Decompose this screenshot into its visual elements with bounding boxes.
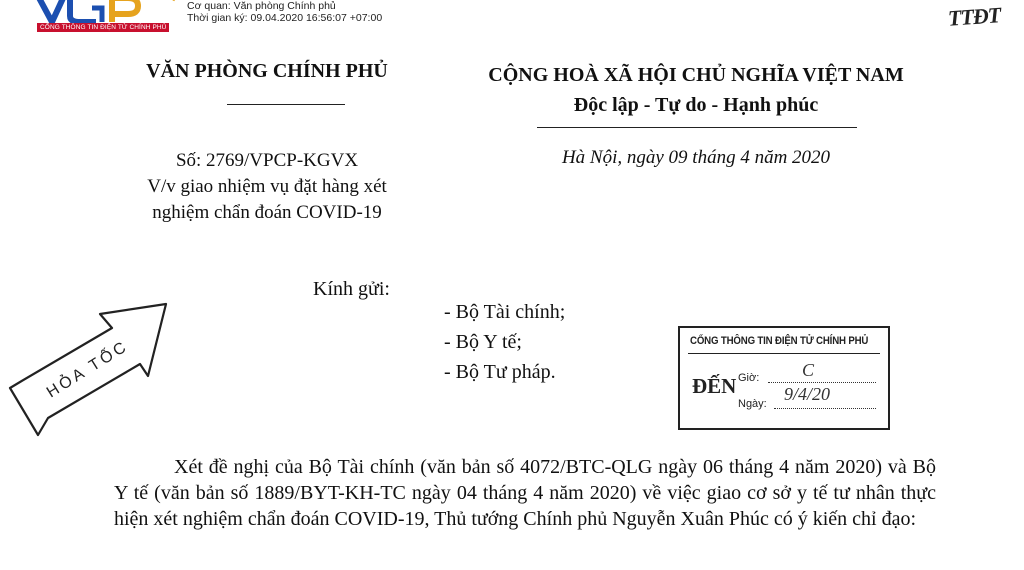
received-stamp-arrived: ĐẾN	[692, 374, 737, 398]
urgent-stamp-text: HỎA TỐC	[43, 337, 132, 402]
body-paragraph-text: Xét đề nghị của Bộ Tài chính (văn bản số 4072/BTC-QLG ngày 06 tháng 4 năm 2020) và Bộ Y tế (văn bản số 1889/BYT-KH-TC ngày 04 tháng 4 năm 2020) về việc giao cơ sở y tế tư nhân thực hiện xét nghiệm chẩn đoán COVID-19, Thủ tướng Chính phủ Nguyễn Xuân Phúc có ý kiến chỉ đạo:	[114, 456, 936, 530]
received-stamp-date-value: 9/4/20	[784, 384, 831, 404]
received-stamp-date-row	[738, 384, 880, 412]
received-stamp	[678, 326, 890, 430]
vgp-logo-mark	[30, 0, 180, 24]
document-number: Số: 2769/VPCP-KGVX	[175, 150, 359, 171]
document-date: Hà Nội, ngày 09 tháng 4 năm 2020	[561, 147, 831, 168]
office-underline	[227, 104, 345, 105]
recipient-ministry-of-health: - Bộ Y tế;	[444, 331, 522, 353]
motto-underline	[537, 127, 857, 128]
recipient-ministry-of-finance: - Bộ Tài chính;	[444, 301, 566, 323]
vgp-logo-banner: CỔNG THÔNG TIN ĐIỆN TỬ CHÍNH PHỦ	[37, 23, 169, 32]
urgent-arrow-stamp	[0, 298, 175, 438]
recipient-ministry-of-justice: - Bộ Tư pháp.	[444, 361, 556, 383]
received-stamp-hour-value: C	[802, 360, 815, 380]
received-stamp-hour-line	[768, 368, 876, 383]
received-stamp-date-label: Ngày:	[738, 398, 767, 410]
national-motto: Độc lập - Tự do - Hạnh phúc	[573, 94, 819, 116]
body-paragraph	[114, 454, 936, 532]
signature-agency: Cơ quan: Văn phòng Chính phủ	[187, 0, 336, 12]
document-subject-line2: nghiệm chẩn đoán COVID-19	[152, 202, 382, 223]
national-header	[446, 60, 946, 120]
nation-name: CỘNG HOÀ XÃ HỘI CHỦ NGHĨA VIỆT NAM	[488, 64, 904, 86]
addressee-label: Kính gửi:	[313, 278, 390, 300]
issuing-office	[122, 60, 412, 83]
document-reference	[120, 148, 414, 226]
received-stamp-divider	[688, 353, 880, 354]
digital-signature-info	[187, 0, 382, 24]
document-subject-line1: V/v giao nhiệm vụ đặt hàng xét	[147, 176, 387, 197]
handwritten-initials: TTĐT	[947, 2, 1001, 31]
received-stamp-hour-label: Giờ:	[738, 372, 760, 384]
received-stamp-title: CỔNG THÔNG TIN ĐIỆN TỬ CHÍNH PHỦ	[690, 335, 869, 347]
signature-time: Thời gian ký: 09.04.2020 16:56:07 +07:00	[187, 12, 383, 24]
office-name: VĂN PHÒNG CHÍNH PHỦ	[146, 60, 388, 82]
